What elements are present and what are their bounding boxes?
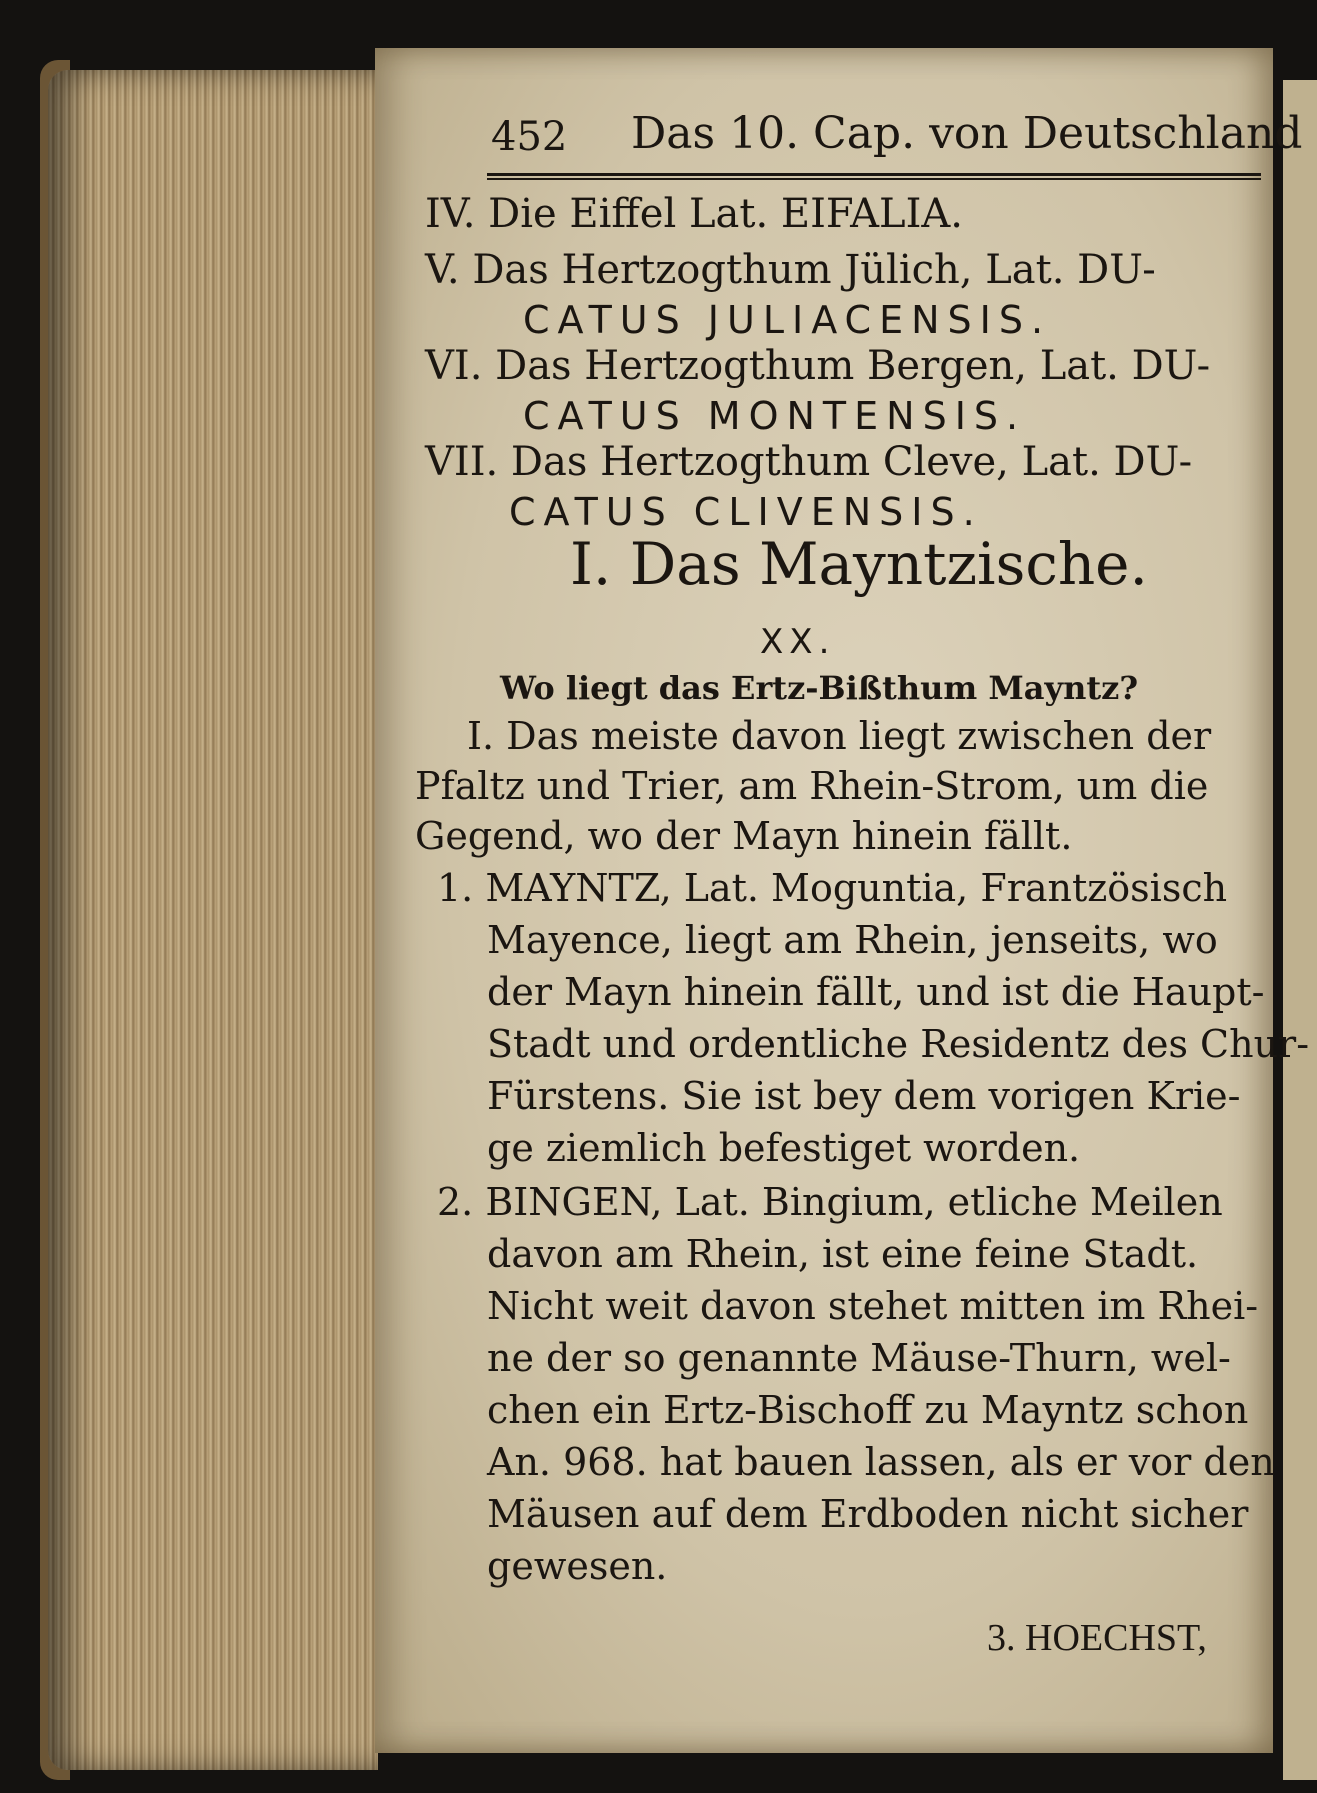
entry-line: Fürstens. Sie ist bey dem vorigen Krie- xyxy=(487,1074,1241,1118)
entry-line: chen ein Ertz-Bischoff zu Mayntz schon xyxy=(487,1388,1249,1432)
entry-line: 1. MAYNTZ, Lat. Moguntia, Frantzösisch xyxy=(437,866,1228,910)
list-item: V. Das Hertzogthum Jülich, Lat. DU- xyxy=(425,247,1156,293)
list-item: IV. Die Eiffel Lat. EIFALIA. xyxy=(425,191,964,237)
page-number: 452 xyxy=(491,114,568,160)
entry-line: Mayence, liegt am Rhein, jenseits, wo xyxy=(487,918,1218,962)
list-item: VII. Das Hertzogthum Cleve, Lat. DU- xyxy=(425,439,1193,485)
section-title: I. Das Mayntzische. xyxy=(570,530,1148,598)
list-item: CATUS CLIVENSIS. xyxy=(509,490,983,534)
entry-line: ge ziemlich befestiget worden. xyxy=(487,1126,1081,1170)
entry-line: Stadt und ordentliche Residentz des Chur- xyxy=(487,1022,1310,1066)
question-number: XX. xyxy=(760,622,836,662)
facing-page-edge xyxy=(1283,80,1317,1780)
page-edges xyxy=(48,70,378,1770)
answer-line: Gegend, wo der Mayn hinein fällt. xyxy=(415,814,1073,858)
header-rule xyxy=(487,173,1261,180)
entry-line: Mäusen auf dem Erdboden nicht sicher xyxy=(487,1492,1249,1536)
entry-line: gewesen. xyxy=(487,1544,668,1588)
answer-line: I. Das meiste davon liegt zwischen der xyxy=(467,714,1212,758)
running-head xyxy=(491,108,1303,168)
entry-line: der Mayn hinein fällt, und ist die Haupt- xyxy=(487,970,1265,1014)
list-item: CATUS MONTENSIS. xyxy=(523,394,1027,438)
list-item: VI. Das Hertzogthum Bergen, Lat. DU- xyxy=(425,343,1211,389)
answer-line: Pfaltz und Trier, am Rhein-Strom, um die xyxy=(415,764,1209,808)
book-page xyxy=(375,48,1310,1753)
catchword: 3. HOECHST, xyxy=(987,1617,1207,1659)
running-title: Das 10. Cap. von Deutschland xyxy=(631,108,1303,159)
entry-line: ne der so genannte Mäuse-Thurn, wel- xyxy=(487,1336,1231,1380)
entry-line: 2. BINGEN, Lat. Bingium, etliche Meilen xyxy=(437,1180,1223,1224)
entry-line: davon am Rhein, ist eine feine Stadt. xyxy=(487,1232,1199,1276)
list-item: CATUS JULIACENSIS. xyxy=(523,298,1052,342)
question: Wo liegt das Ertz-Bißthum Mayntz? xyxy=(500,669,1139,707)
entry-line: An. 968. hat bauen lassen, als er vor den xyxy=(487,1440,1275,1484)
entry-line: Nicht weit davon stehet mitten im Rhei- xyxy=(487,1284,1259,1328)
